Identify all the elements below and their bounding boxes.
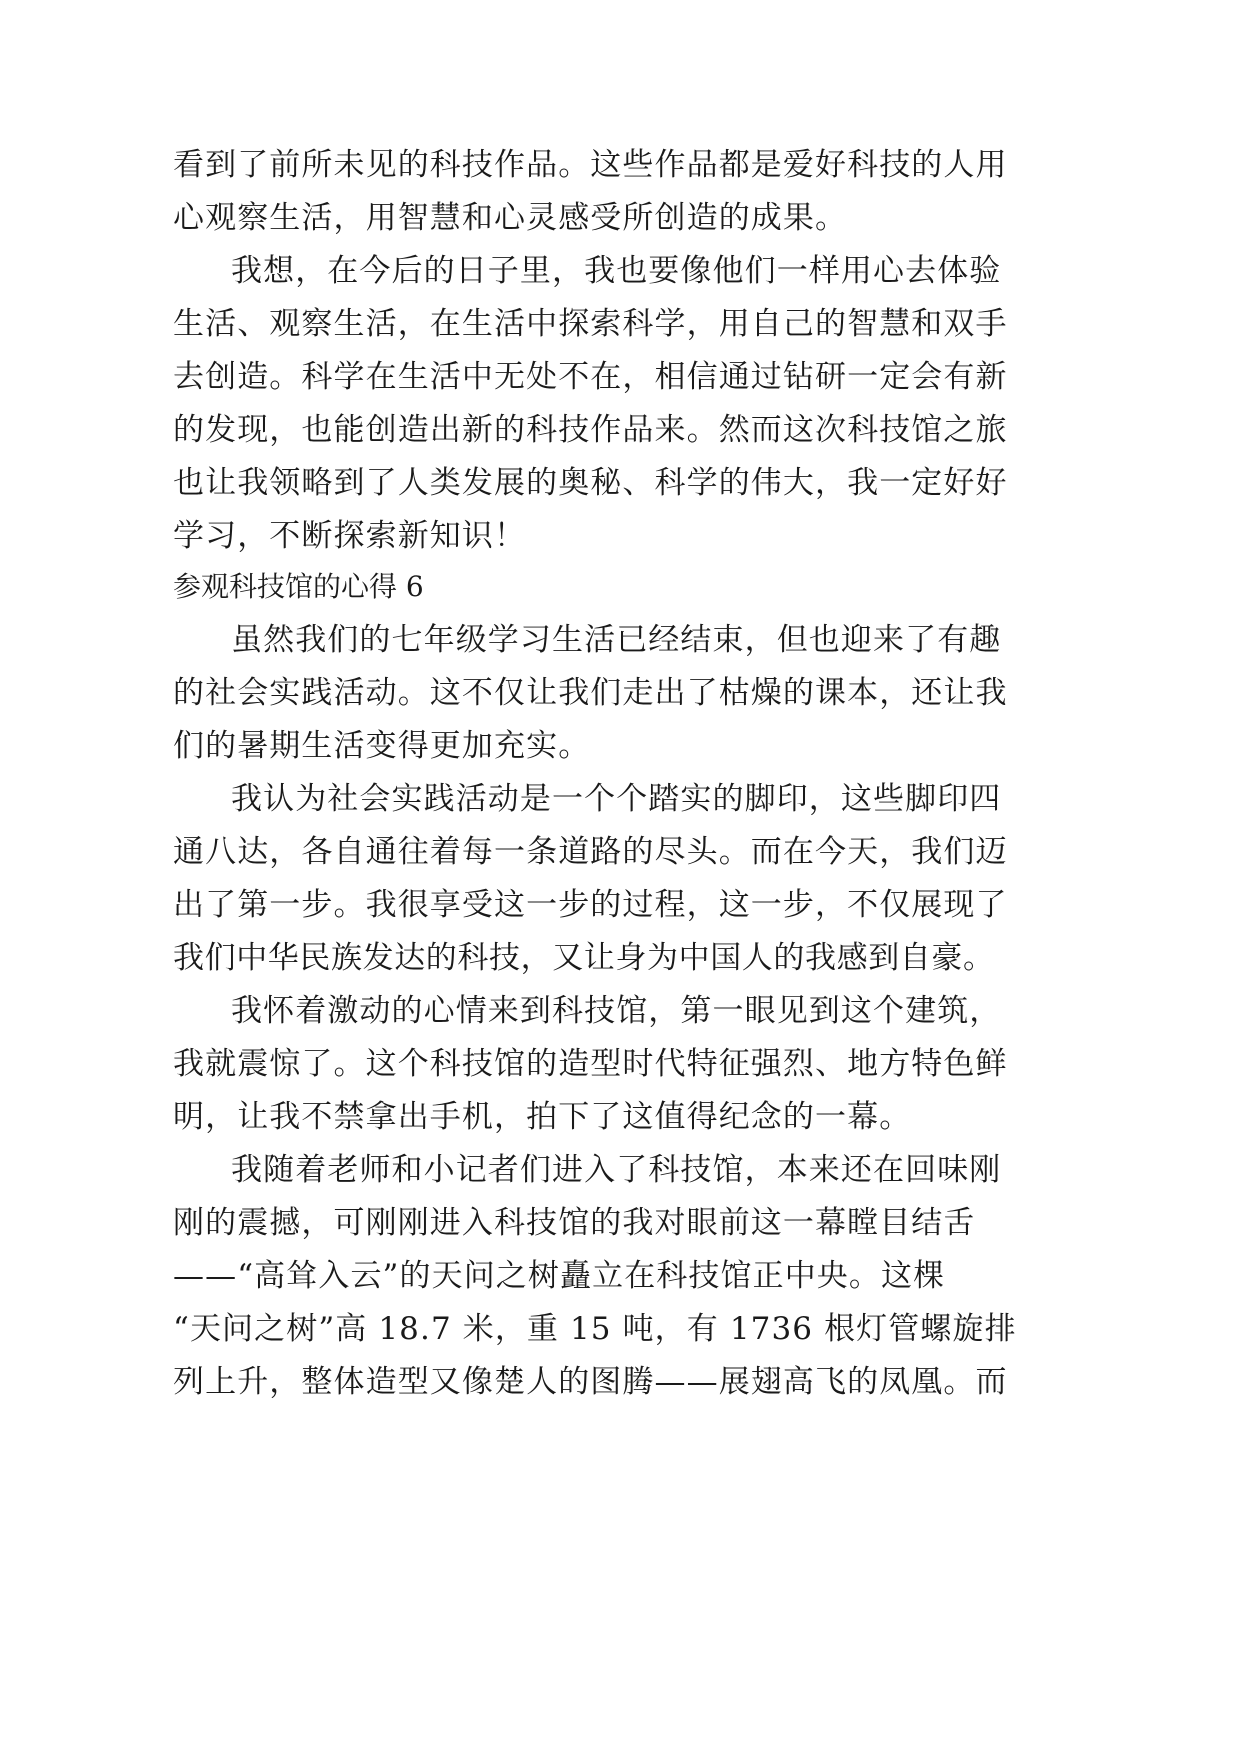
text-line: 刚的震撼，可刚刚进入科技馆的我对眼前这一幕瞠目结舌 bbox=[173, 1205, 976, 1241]
text-line: “天问之树”高 18.7 米，重 15 吨，有 1736 根灯管螺旋排 bbox=[173, 1311, 1017, 1347]
text-line: 的社会实践活动。这不仅让我们走出了枯燥的课本，还让我 bbox=[173, 675, 1008, 711]
text-line: 通八达，各自通往着每一条道路的尽头。而在今天，我们迈 bbox=[173, 834, 1008, 870]
text-line: ——“高耸入云”的天问之树矗立在科技馆正中央。这棵 bbox=[173, 1258, 946, 1294]
text-line: 列上升，整体造型又像楚人的图腾——展翅高飞的凤凰。而 bbox=[173, 1364, 1008, 1400]
text-line: 我怀着激动的心情来到科技馆，第一眼见到这个建筑， bbox=[231, 993, 1002, 1029]
text-line: 我认为社会实践活动是一个个踏实的脚印，这些脚印四 bbox=[231, 781, 1002, 817]
text-line: 生活、观察生活，在生活中探索科学，用自己的智慧和双手 bbox=[173, 306, 1008, 342]
text-line: 虽然我们的七年级学习生活已经结束，但也迎来了有趣 bbox=[231, 622, 1002, 658]
text-line: 我想，在今后的日子里，我也要像他们一样用心去体验 bbox=[231, 253, 1002, 289]
text-line: 明，让我不禁拿出手机，拍下了这值得纪念的一幕。 bbox=[173, 1099, 912, 1135]
text-line: 出了第一步。我很享受这一步的过程，这一步，不仅展现了 bbox=[173, 887, 1008, 923]
section-heading: 参观科技馆的心得 6 bbox=[173, 570, 424, 603]
text-line: 我们中华民族发达的科技，又让身为中国人的我感到自豪。 bbox=[173, 940, 995, 976]
text-line: 心观察生活，用智慧和心灵感受所创造的成果。 bbox=[173, 200, 848, 236]
text-line: 也让我领略到了人类发展的奥秘、科学的伟大，我一定好好 bbox=[173, 465, 1008, 501]
text-line: 我就震惊了。这个科技馆的造型时代特征强烈、地方特色鲜 bbox=[173, 1046, 1008, 1082]
text-line: 学习，不断探索新知识！ bbox=[173, 518, 527, 554]
text-line: 们的暑期生活变得更加充实。 bbox=[173, 728, 591, 764]
text-line: 看到了前所未见的科技作品。这些作品都是爱好科技的人用 bbox=[173, 147, 1008, 183]
text-line: 我随着老师和小记者们进入了科技馆，本来还在回味刚 bbox=[231, 1152, 1002, 1188]
text-line: 的发现，也能创造出新的科技作品来。然而这次科技馆之旅 bbox=[173, 412, 1008, 448]
text-line: 去创造。科学在生活中无处不在，相信通过钻研一定会有新 bbox=[173, 359, 1008, 395]
